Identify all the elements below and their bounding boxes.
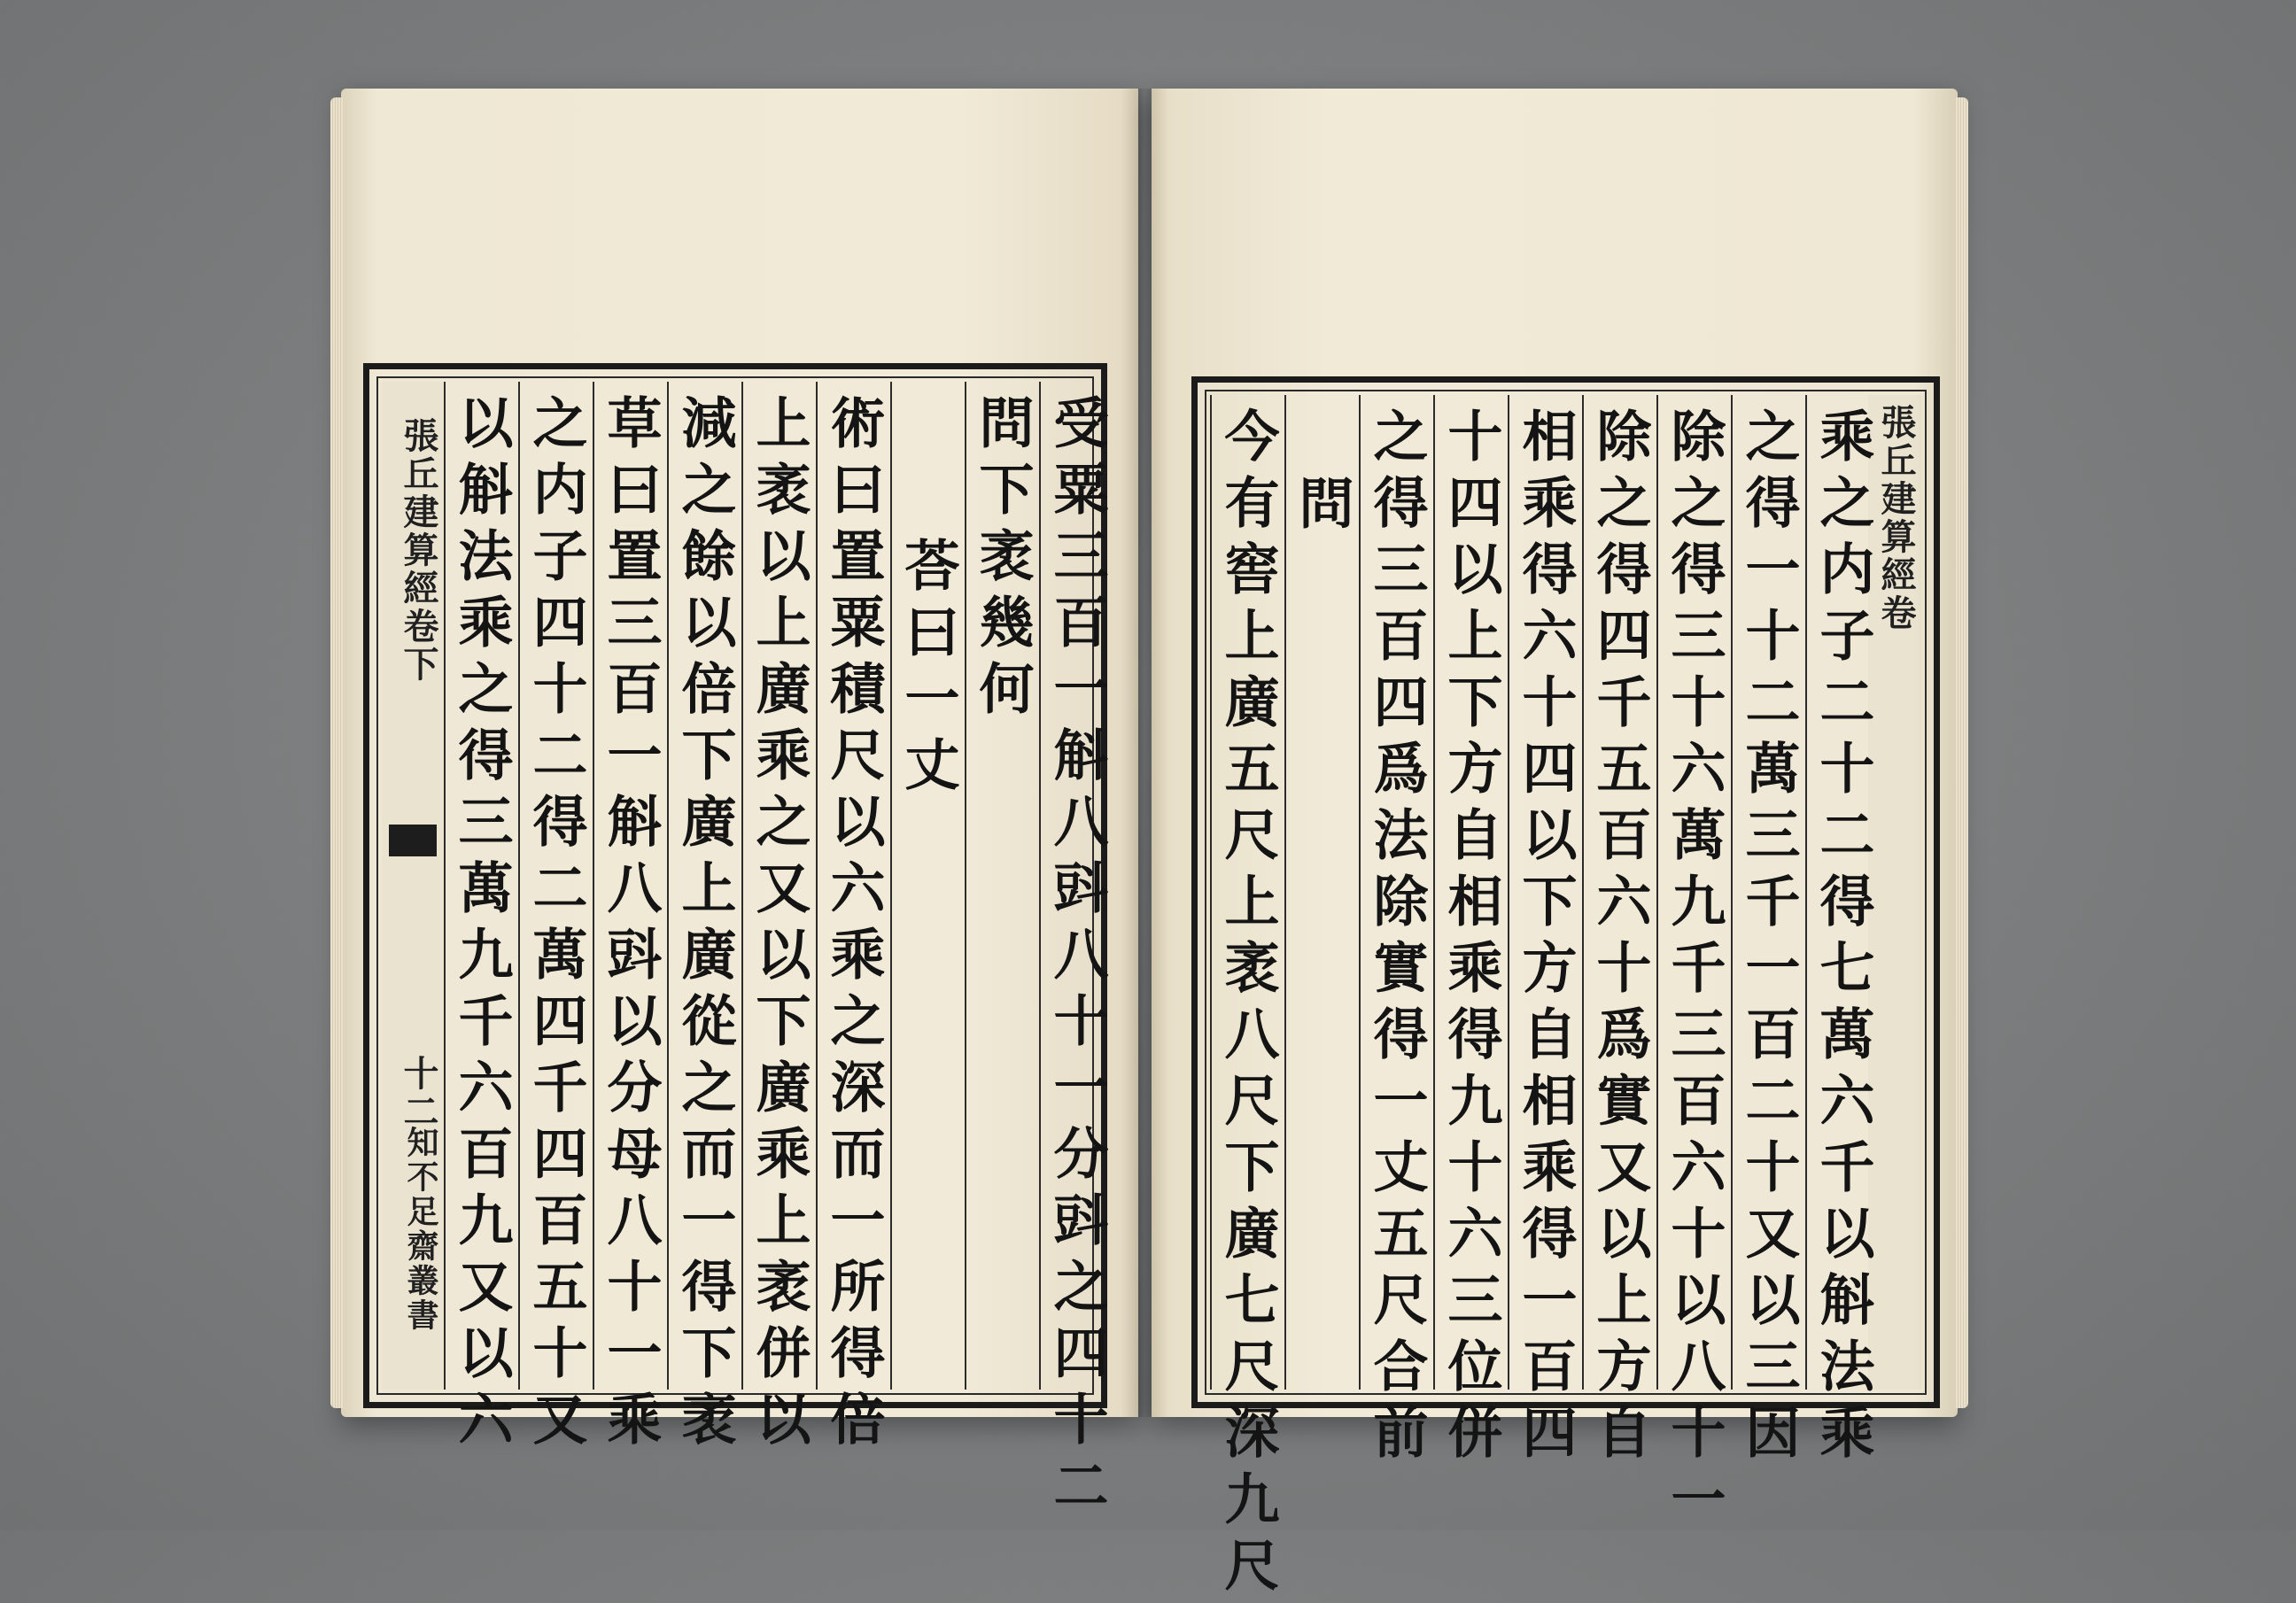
text-column: 術曰置粟積尺以六乘之深而一所得倍 bbox=[816, 382, 890, 1390]
text-column: 今有窖上廣五尺上袤八尺下廣七尺深九尺 bbox=[1210, 395, 1284, 1390]
right-page bbox=[1152, 89, 1958, 1603]
text-column: 減之餘以倍下廣上廣從之而一得下袤 bbox=[667, 382, 741, 1390]
text-column: 受粟三百一斛八㪷八十一分㪷之四十二 bbox=[1039, 382, 1113, 1390]
text-column: 十四以上下方自相乘得九十六三位併 bbox=[1433, 395, 1508, 1390]
text-column: 除之得三十六萬九千三百六十以八十一 bbox=[1656, 395, 1731, 1390]
text-column: 之得三百四爲法除實得一丈五尺合前 bbox=[1359, 395, 1433, 1390]
open-book bbox=[341, 89, 1958, 1603]
text-column: 草曰置三百一斛八㪷以分母八十一乘 bbox=[593, 382, 667, 1390]
left-margin-column bbox=[382, 382, 444, 1390]
text-column: 之内子四十二得二萬四千四百五十又 bbox=[518, 382, 593, 1390]
left-page bbox=[341, 89, 1138, 1523]
right-margin-column bbox=[1868, 395, 1921, 1390]
volume-title-right: 張丘建算經卷 bbox=[1875, 404, 1917, 632]
text-column: 除之得四千五百六十爲實又以上方自 bbox=[1582, 395, 1656, 1390]
fish-tail-mark bbox=[389, 825, 437, 856]
text-column: 相乘得六十四以下方自相乘得一百四 bbox=[1508, 395, 1582, 1390]
left-page-edges bbox=[330, 97, 343, 1408]
page-number: 十二 bbox=[398, 1055, 439, 1131]
publisher-series: 知不足齋叢書 bbox=[402, 1126, 439, 1333]
text-column: 乘之内子二十二得七萬六千以斛法乘 bbox=[1805, 395, 1880, 1390]
right-text-frame bbox=[1191, 376, 1940, 1603]
text-column: 荅曰一丈 bbox=[890, 382, 965, 1390]
left-text-frame bbox=[363, 363, 1109, 1523]
text-column: 問 bbox=[1284, 395, 1359, 1390]
text-column: 以斛法乘之得三萬九千六百九又以六 bbox=[444, 382, 518, 1390]
volume-title: 張丘建算經卷下 bbox=[398, 417, 439, 684]
right-page-edges bbox=[1956, 97, 1968, 1408]
text-column: 上袤以上廣乘之又以下廣乘上袤併以 bbox=[741, 382, 816, 1390]
text-column: 問下袤幾何 bbox=[965, 382, 1039, 1390]
text-column: 之得一十二萬三千一百二十又以三因 bbox=[1731, 395, 1805, 1390]
